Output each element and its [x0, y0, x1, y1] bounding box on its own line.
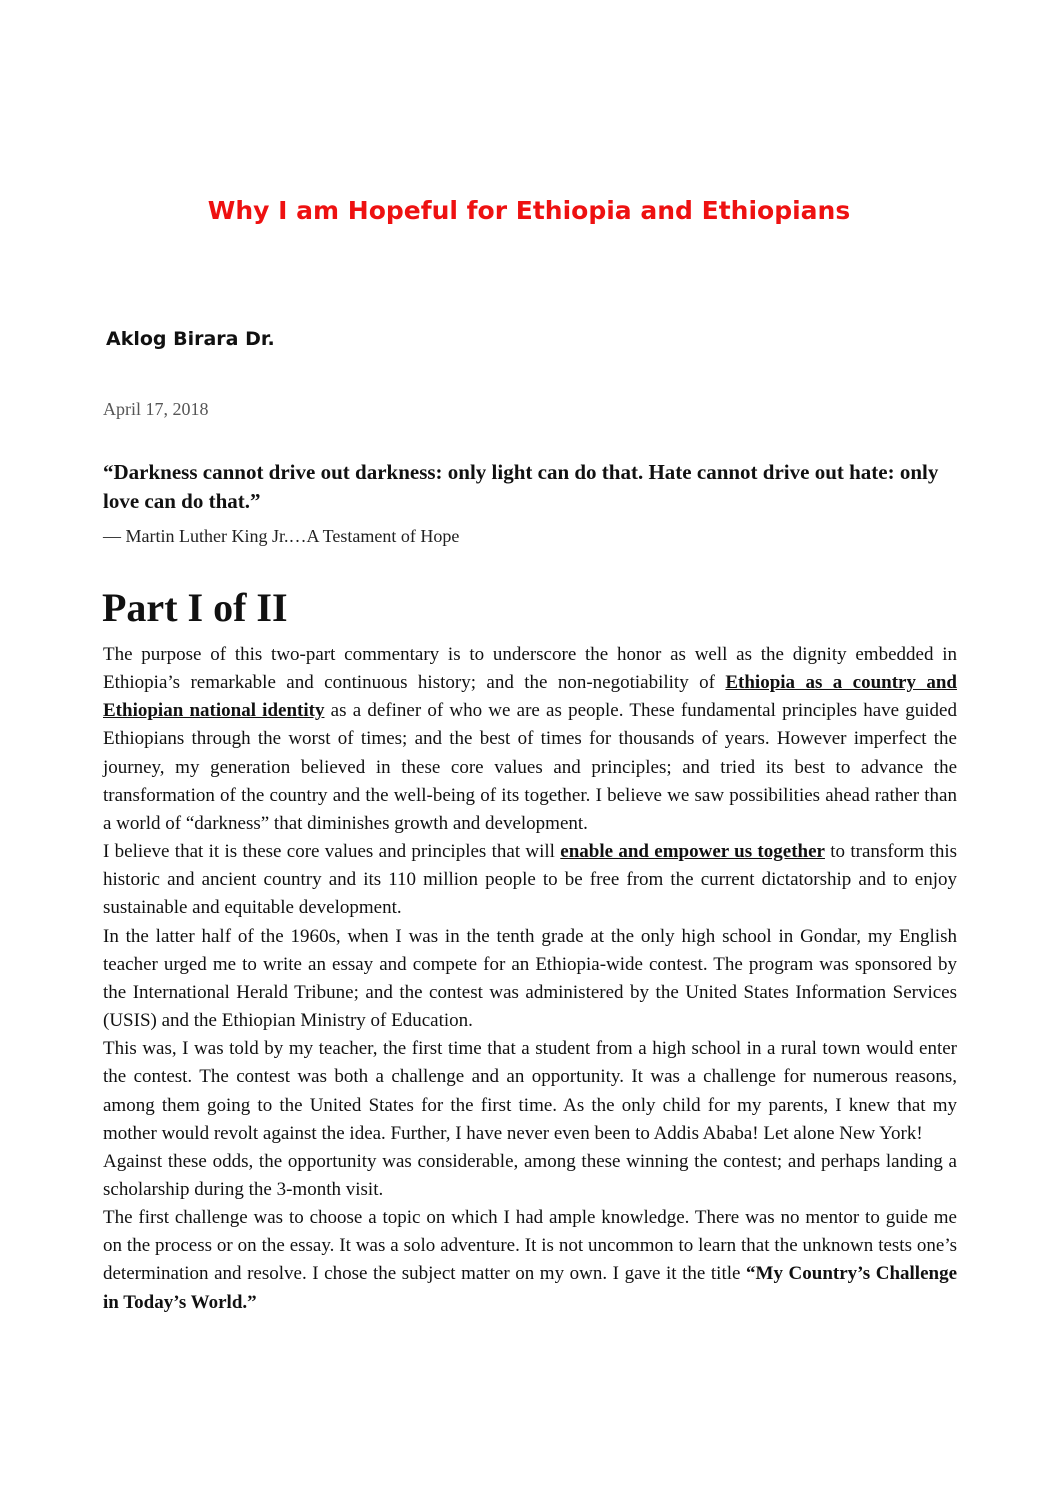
publication-date: April 17, 2018 [103, 399, 209, 419]
article-title: Why I am Hopeful for Ethiopia and Ethiopians [207, 196, 851, 225]
paragraph-first-challenge [103, 1204, 957, 1317]
paragraph-contest: This was, I was told by my teacher, the first time that a student from a high school in a rural town would enter the contest. The contest was both a challenge and an opportunity. It was a challenge for numerous reasons, among them going to the United States for the first time. As the only child for my parents, I knew that my mother would revolt against the idea. Further, I have never even been to Addis Ababa! Let alone New York! [103, 1038, 957, 1144]
quote-attribution: ― Martin Luther King Jr.…A Testament of Hope [103, 526, 460, 546]
paragraph-core-values [103, 838, 957, 922]
part-heading: Part I of II [102, 585, 288, 630]
author-name: Aklog Birara Dr. [106, 328, 275, 350]
ethiopia-identity-link[interactable]: Ethiopia as a country and Ethiopian national identity [103, 672, 958, 722]
article-body [103, 641, 957, 1317]
enable-empower-link[interactable]: enable and empower us together [560, 841, 825, 863]
paragraph-purpose [103, 641, 957, 838]
epigraph-quote: “Darkness cannot drive out darkness: only light can do that. Hate cannot drive out hate: only love can do that.” [103, 460, 939, 513]
paragraph-odds: Against these odds, the opportunity was considerable, among these winning the contest; and perhaps landing a scholarship during the 3-month visit. [103, 1150, 957, 1200]
paragraph-text: The purpose of this two-part commentary is to underscore the honor as well as the dignity embedded in Ethiopia’s remarkable and continuous history; and the non-negotiability of [103, 644, 957, 694]
paragraph-text: as a definer of who we are as people. These fundamental principles have guided Ethiopians through the worst of times; and the best of times for thousands of years. However imperfect the journey, my generation believed in these core values and principles; and tried its best to advance the transformation of the country and the well-being of its together. I believe we saw possibilities ahead rather than a world of “darkness” that diminishes growth and development. [103, 700, 957, 834]
essay-title: “My Country’s Challenge in Today’s World.” [103, 1263, 958, 1313]
paragraph-text: to transform this historic and ancient country and its 110 million people to be free from the current dictatorship and to enjoy sustainable and equitable development. [103, 841, 957, 919]
paragraph-text: I believe that it is these core values and principles that will [103, 841, 561, 863]
paragraph-1960s: In the latter half of the 1960s, when I was in the tenth grade at the only high school in Gondar, my English teacher urged me to write an essay and compete for an Ethiopia-wide contest. The program was sponsored by the International Herald Tribune; and the contest was administered by the United States Information Services (USIS) and the Ethiopian Ministry of Education. [103, 925, 957, 1032]
paragraph-text: The first challenge was to choose a topic on which I had ample knowledge. There was no mentor to guide me on the process or on the essay. It was a solo adventure. It is not uncommon to learn that the unknown tests one’s determination and resolve. I chose the subject matter on my own. I gave it the title [103, 1207, 957, 1285]
